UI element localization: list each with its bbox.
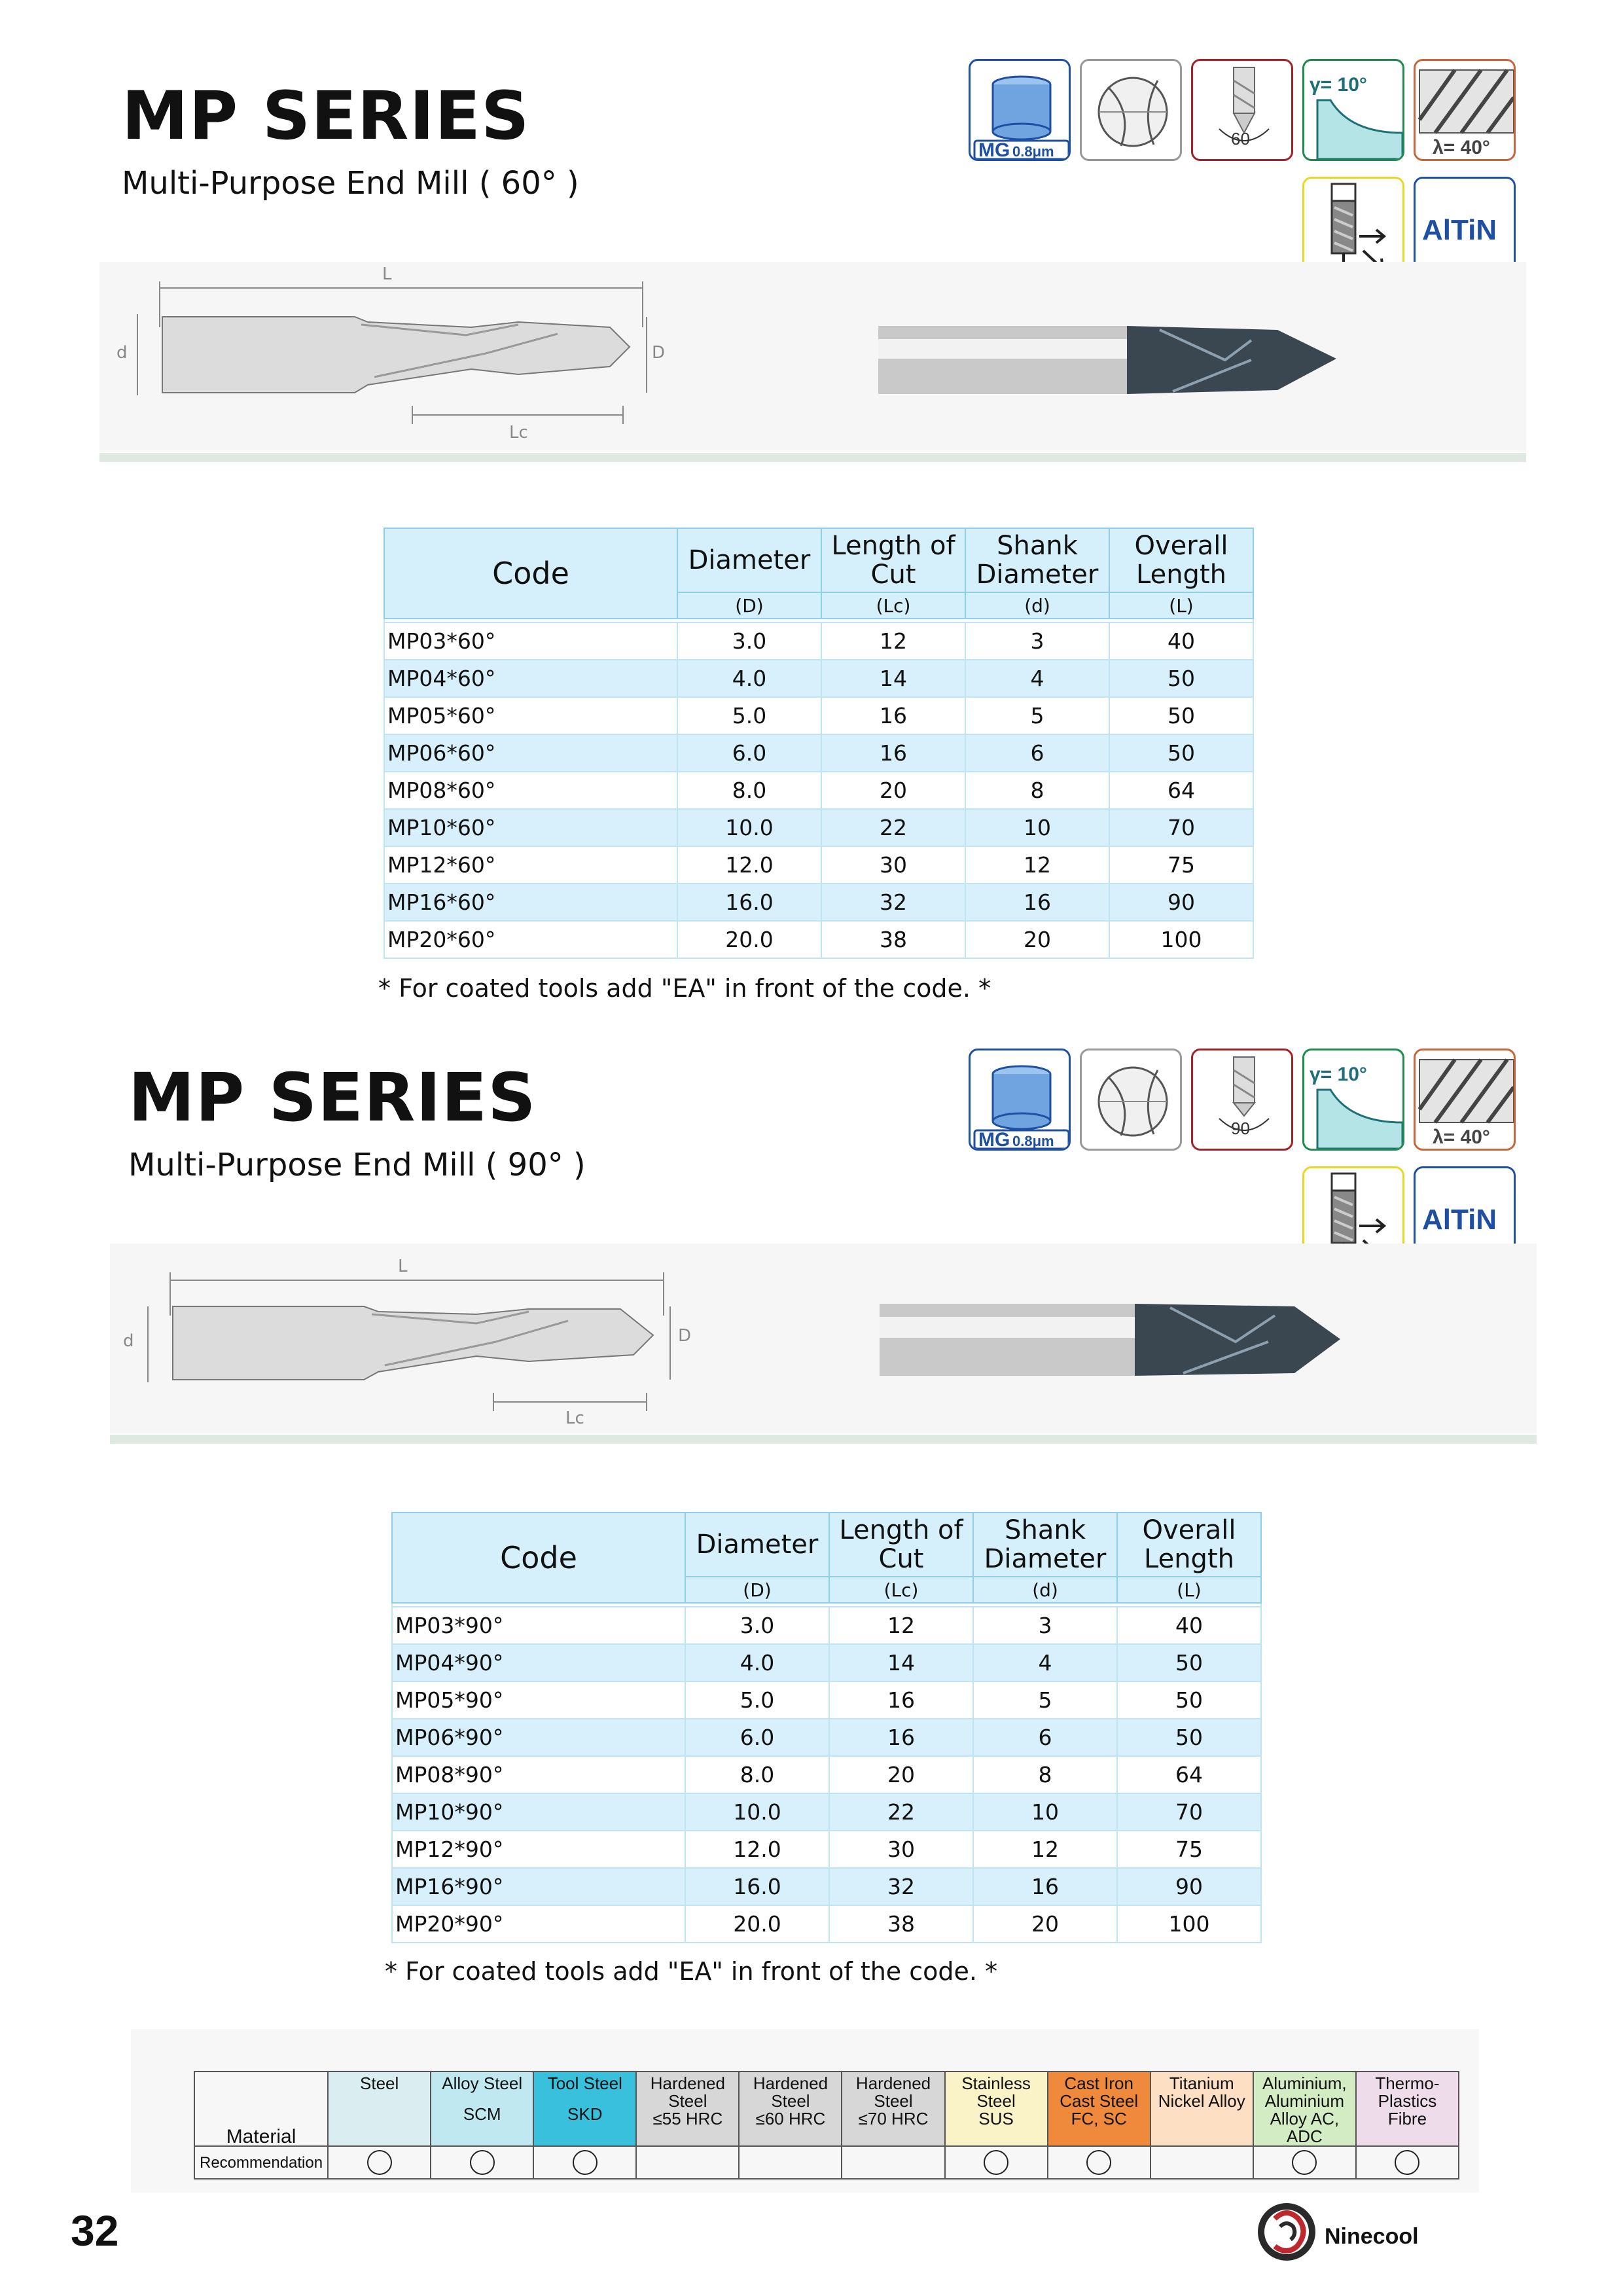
recommended-circle-icon xyxy=(1086,2150,1111,2175)
rake-angle-label: γ= 10° xyxy=(1310,1064,1367,1085)
material-grade: SKD xyxy=(567,2104,603,2124)
code-cell: MP03*60° xyxy=(384,622,677,660)
unit-label: (d) xyxy=(965,592,1109,619)
material-column xyxy=(1150,2072,1253,2146)
col-header-code: Code xyxy=(392,1513,685,1603)
point-angle-icon xyxy=(1191,59,1293,161)
header-line: Length of xyxy=(839,1515,963,1545)
value-cell: 10.0 xyxy=(685,1793,829,1831)
divider-strip xyxy=(99,453,1526,462)
header-line: Cut xyxy=(870,560,916,590)
recommendation-cell xyxy=(328,2146,431,2179)
header-line: Diameter xyxy=(984,1544,1107,1574)
spec-table xyxy=(383,528,1254,959)
value-cell: 50 xyxy=(1117,1644,1261,1681)
value-cell: 6 xyxy=(965,734,1109,772)
value-cell: 32 xyxy=(821,884,965,921)
unit-label: (L) xyxy=(1109,592,1253,619)
recommendation-cell xyxy=(739,2146,842,2179)
value-cell: 100 xyxy=(1109,921,1253,958)
value-cell: 5.0 xyxy=(677,697,821,734)
table-row xyxy=(384,846,1253,884)
material-name: Cast Steel xyxy=(1060,2091,1139,2111)
table-row xyxy=(392,1793,1261,1831)
header-line: Length xyxy=(1144,1544,1234,1574)
carbide-label: MG xyxy=(978,139,1010,161)
unit-label: (d) xyxy=(973,1577,1117,1603)
value-cell: 22 xyxy=(821,809,965,846)
coating-note: * For coated tools add "EA" in front of the code. * xyxy=(378,974,991,1003)
header-line: Length of xyxy=(831,531,955,561)
material-name: Nickel Alloy xyxy=(1158,2091,1245,2111)
material-column xyxy=(636,2072,739,2146)
code-cell: MP04*90° xyxy=(392,1644,685,1681)
recommendation-cell xyxy=(1048,2146,1150,2179)
material-table xyxy=(194,2071,1459,2179)
recommendation-label-text: Recommendation xyxy=(199,2153,323,2172)
material-column xyxy=(328,2072,431,2146)
value-cell: 12.0 xyxy=(677,846,821,884)
code-cell: MP12*60° xyxy=(384,846,677,884)
value-cell: 12 xyxy=(829,1607,973,1644)
code-cell: MP05*60° xyxy=(384,697,677,734)
table-row xyxy=(392,1868,1261,1905)
value-cell: 50 xyxy=(1109,660,1253,697)
material-label xyxy=(194,2072,328,2146)
helix-angle-icon xyxy=(1414,1049,1516,1151)
coating-note: * For coated tools add "EA" in front of the code. * xyxy=(385,1957,998,1986)
page-number: 32 xyxy=(71,2206,119,2255)
value-cell: 64 xyxy=(1117,1756,1261,1793)
value-cell: 14 xyxy=(829,1644,973,1681)
dim-L-label: L xyxy=(398,1257,408,1276)
col-header-code: Code xyxy=(384,528,677,619)
material-name: Steel xyxy=(771,2091,810,2111)
value-cell: 16 xyxy=(821,697,965,734)
brand-logo-icon xyxy=(1255,2200,1318,2263)
material-name: Steel xyxy=(976,2091,1016,2111)
helix-angle-icon xyxy=(1414,59,1516,161)
dim-Lc-label: Lc xyxy=(565,1408,584,1428)
value-cell: 30 xyxy=(821,846,965,884)
dim-d-label: d xyxy=(116,343,128,363)
value-cell: 12.0 xyxy=(685,1831,829,1868)
table-row xyxy=(384,884,1253,921)
unit-label: (Lc) xyxy=(821,592,965,619)
spec-table xyxy=(391,1512,1262,1943)
value-cell: 64 xyxy=(1109,772,1253,809)
table-row xyxy=(384,809,1253,846)
dim-d-label: d xyxy=(123,1331,134,1351)
point-angle-label: 60 xyxy=(1231,129,1250,149)
value-cell: 8 xyxy=(973,1756,1117,1793)
recommended-circle-icon xyxy=(984,2150,1008,2175)
carbide-grade-icon xyxy=(969,1049,1071,1151)
carbide-label: MG xyxy=(978,1129,1010,1151)
table-row xyxy=(384,660,1253,697)
value-cell: 16 xyxy=(829,1719,973,1756)
value-cell: 20 xyxy=(973,1905,1117,1943)
material-name: Hardened xyxy=(650,2073,725,2093)
value-cell: 4 xyxy=(965,660,1109,697)
col-header-shank xyxy=(965,528,1109,592)
value-cell: 75 xyxy=(1109,846,1253,884)
value-cell: 6 xyxy=(973,1719,1117,1756)
value-cell: 8 xyxy=(965,772,1109,809)
table-row xyxy=(384,772,1253,809)
code-cell: MP20*60° xyxy=(384,921,677,958)
material-column xyxy=(1253,2072,1356,2146)
value-cell: 22 xyxy=(829,1793,973,1831)
divider-strip xyxy=(110,1435,1537,1444)
value-cell: 3 xyxy=(973,1607,1117,1644)
material-name: Stainless xyxy=(961,2073,1031,2093)
value-cell: 50 xyxy=(1109,697,1253,734)
value-cell: 14 xyxy=(821,660,965,697)
material-name: ≤70 HRC xyxy=(858,2109,929,2128)
value-cell: 16.0 xyxy=(677,884,821,921)
recommendation-cell xyxy=(431,2146,533,2179)
helix-angle-label: λ= 40° xyxy=(1433,1126,1490,1148)
value-cell: 38 xyxy=(829,1905,973,1943)
code-cell: MP04*60° xyxy=(384,660,677,697)
value-cell: 90 xyxy=(1117,1868,1261,1905)
material-column xyxy=(1048,2072,1150,2146)
value-cell: 16 xyxy=(973,1868,1117,1905)
value-cell: 40 xyxy=(1117,1607,1261,1644)
recommendation-cell xyxy=(1253,2146,1356,2179)
col-header-cut xyxy=(829,1513,973,1577)
value-cell: 70 xyxy=(1109,809,1253,846)
code-cell: MP12*90° xyxy=(392,1831,685,1868)
header-line: Diameter xyxy=(976,560,1099,590)
material-name: FC, SC xyxy=(1071,2109,1127,2128)
value-cell: 90 xyxy=(1109,884,1253,921)
material-column xyxy=(1356,2072,1459,2146)
value-cell: 20 xyxy=(821,772,965,809)
recommendation-cell xyxy=(533,2146,636,2179)
value-cell: 12 xyxy=(821,622,965,660)
unit-label: (Lc) xyxy=(829,1577,973,1603)
flute-section-icon xyxy=(1080,59,1182,161)
material-name: Cast Iron xyxy=(1064,2073,1133,2093)
code-cell: MP20*90° xyxy=(392,1905,685,1943)
recommended-circle-icon xyxy=(1292,2150,1317,2175)
dim-D-label: D xyxy=(678,1326,692,1346)
table-row xyxy=(392,1756,1261,1793)
value-cell: 40 xyxy=(1109,622,1253,660)
rake-angle-icon xyxy=(1302,1049,1404,1151)
recommendation-cell xyxy=(636,2146,739,2179)
table-row xyxy=(384,622,1253,660)
material-name: Alloy AC, ADC xyxy=(1270,2109,1340,2146)
value-cell: 75 xyxy=(1117,1831,1261,1868)
material-name: Tool Steel xyxy=(547,2073,622,2093)
unit-label: (L) xyxy=(1117,1577,1261,1603)
material-column xyxy=(739,2072,842,2146)
header-line: Overall xyxy=(1142,1515,1236,1545)
series-subtitle: Multi-Purpose End Mill ( 60° ) xyxy=(122,165,579,202)
code-cell: MP16*90° xyxy=(392,1868,685,1905)
value-cell: 4.0 xyxy=(677,660,821,697)
code-cell: MP16*60° xyxy=(384,884,677,921)
dim-D-label: D xyxy=(652,343,666,363)
value-cell: 10 xyxy=(973,1793,1117,1831)
value-cell: 8.0 xyxy=(677,772,821,809)
helix-angle-label: λ= 40° xyxy=(1433,137,1490,158)
col-header-diameter: Diameter xyxy=(685,1513,829,1577)
col-header-cut xyxy=(821,528,965,592)
recommended-circle-icon xyxy=(573,2150,597,2175)
value-cell: 50 xyxy=(1117,1719,1261,1756)
value-cell: 4.0 xyxy=(685,1644,829,1681)
value-cell: 12 xyxy=(973,1831,1117,1868)
coating-label: AlTiN xyxy=(1422,1204,1497,1236)
table-row xyxy=(392,1831,1261,1868)
material-name: Alloy Steel xyxy=(442,2073,523,2093)
table-row xyxy=(392,1607,1261,1644)
tool-drawing xyxy=(99,262,1526,452)
value-cell: 32 xyxy=(829,1868,973,1905)
recommendation-label xyxy=(194,2146,328,2179)
recommendation-cell xyxy=(842,2146,944,2179)
value-cell: 6.0 xyxy=(685,1719,829,1756)
unit-label: (D) xyxy=(677,592,821,619)
value-cell: 20 xyxy=(829,1756,973,1793)
flute-section-icon xyxy=(1080,1049,1182,1151)
material-name: Titanium xyxy=(1169,2073,1234,2093)
table-row xyxy=(384,921,1253,958)
value-cell: 10.0 xyxy=(677,809,821,846)
table-row xyxy=(384,734,1253,772)
value-cell: 50 xyxy=(1109,734,1253,772)
tool-drawing xyxy=(110,1244,1537,1433)
series-title: MP SERIES xyxy=(122,77,530,155)
table-row xyxy=(392,1681,1261,1719)
recommendation-cell xyxy=(945,2146,1048,2179)
code-cell: MP03*90° xyxy=(392,1607,685,1644)
material-name: Steel xyxy=(668,2091,707,2111)
value-cell: 4 xyxy=(973,1644,1117,1681)
value-cell: 3.0 xyxy=(685,1607,829,1644)
value-cell: 70 xyxy=(1117,1793,1261,1831)
grain-size-label: 0.8μm xyxy=(1012,143,1054,160)
material-name: Hardened xyxy=(855,2073,931,2093)
material-name: ≤60 HRC xyxy=(755,2109,826,2128)
value-cell: 3 xyxy=(965,622,1109,660)
point-angle-label: 90 xyxy=(1231,1119,1250,1138)
value-cell: 100 xyxy=(1117,1905,1261,1943)
recommendation-cell xyxy=(1356,2146,1459,2179)
col-header-overall xyxy=(1109,528,1253,592)
table-row xyxy=(392,1905,1261,1943)
brand-name: Ninecool xyxy=(1325,2224,1419,2249)
rake-angle-icon xyxy=(1302,59,1404,161)
recommendation-cell xyxy=(1150,2146,1253,2179)
spec-table-body xyxy=(384,622,1253,958)
header-line: Shank xyxy=(1005,1515,1086,1545)
value-cell: 10 xyxy=(965,809,1109,846)
value-cell: 3.0 xyxy=(677,622,821,660)
code-cell: MP06*90° xyxy=(392,1719,685,1756)
code-cell: MP08*90° xyxy=(392,1756,685,1793)
material-grade: SCM xyxy=(463,2104,501,2124)
material-name: Aluminium, xyxy=(1262,2073,1347,2093)
col-header-overall xyxy=(1117,1513,1261,1577)
unit-label: (D) xyxy=(685,1577,829,1603)
series-title: MP SERIES xyxy=(128,1059,537,1137)
carbide-grade-icon xyxy=(969,59,1071,161)
material-name: ≤55 HRC xyxy=(652,2109,723,2128)
value-cell: 5 xyxy=(965,697,1109,734)
value-cell: 20 xyxy=(965,921,1109,958)
material-name: Aluminium xyxy=(1264,2091,1345,2111)
table-row xyxy=(392,1719,1261,1756)
value-cell: 5 xyxy=(973,1681,1117,1719)
dim-L-label: L xyxy=(382,264,392,284)
rake-angle-label: γ= 10° xyxy=(1310,74,1367,96)
dim-Lc-label: Lc xyxy=(509,423,528,442)
value-cell: 30 xyxy=(829,1831,973,1868)
spec-table-body xyxy=(392,1607,1261,1943)
table-row xyxy=(392,1644,1261,1681)
point-angle-icon xyxy=(1191,1049,1293,1151)
value-cell: 16.0 xyxy=(685,1868,829,1905)
value-cell: 8.0 xyxy=(685,1756,829,1793)
material-name: Plastics xyxy=(1378,2091,1437,2111)
value-cell: 16 xyxy=(821,734,965,772)
value-cell: 16 xyxy=(965,884,1109,921)
feature-icons xyxy=(969,59,1525,295)
recommended-circle-icon xyxy=(470,2150,495,2175)
value-cell: 16 xyxy=(829,1681,973,1719)
code-cell: MP10*90° xyxy=(392,1793,685,1831)
code-cell: MP06*60° xyxy=(384,734,677,772)
value-cell: 5.0 xyxy=(685,1681,829,1719)
header-line: Length xyxy=(1136,560,1226,590)
series-subtitle: Multi-Purpose End Mill ( 90° ) xyxy=(128,1147,586,1183)
table-row xyxy=(384,697,1253,734)
header-line: Shank xyxy=(997,531,1078,561)
code-cell: MP08*60° xyxy=(384,772,677,809)
material-name: Steel xyxy=(360,2073,399,2093)
material-name: Thermo- xyxy=(1375,2073,1440,2093)
header-line: Cut xyxy=(878,1544,924,1574)
recommended-circle-icon xyxy=(1395,2150,1419,2175)
material-name: Hardened xyxy=(753,2073,829,2093)
material-label-text: Material xyxy=(226,2126,296,2147)
col-header-shank xyxy=(973,1513,1117,1577)
header-line: Overall xyxy=(1134,531,1228,561)
material-column xyxy=(533,2072,636,2146)
material-column xyxy=(945,2072,1048,2146)
recommended-circle-icon xyxy=(367,2150,392,2175)
material-name: Steel xyxy=(874,2091,913,2111)
value-cell: 20.0 xyxy=(685,1905,829,1943)
value-cell: 38 xyxy=(821,921,965,958)
value-cell: 50 xyxy=(1117,1681,1261,1719)
material-column xyxy=(431,2072,533,2146)
value-cell: 12 xyxy=(965,846,1109,884)
material-column xyxy=(842,2072,944,2146)
material-name: SUS xyxy=(978,2109,1014,2128)
code-cell: MP10*60° xyxy=(384,809,677,846)
value-cell: 20.0 xyxy=(677,921,821,958)
coating-label: AlTiN xyxy=(1422,214,1497,246)
material-name: Fibre xyxy=(1387,2109,1427,2128)
col-header-diameter: Diameter xyxy=(677,528,821,592)
value-cell: 6.0 xyxy=(677,734,821,772)
grain-size-label: 0.8μm xyxy=(1012,1133,1054,1149)
code-cell: MP05*90° xyxy=(392,1681,685,1719)
